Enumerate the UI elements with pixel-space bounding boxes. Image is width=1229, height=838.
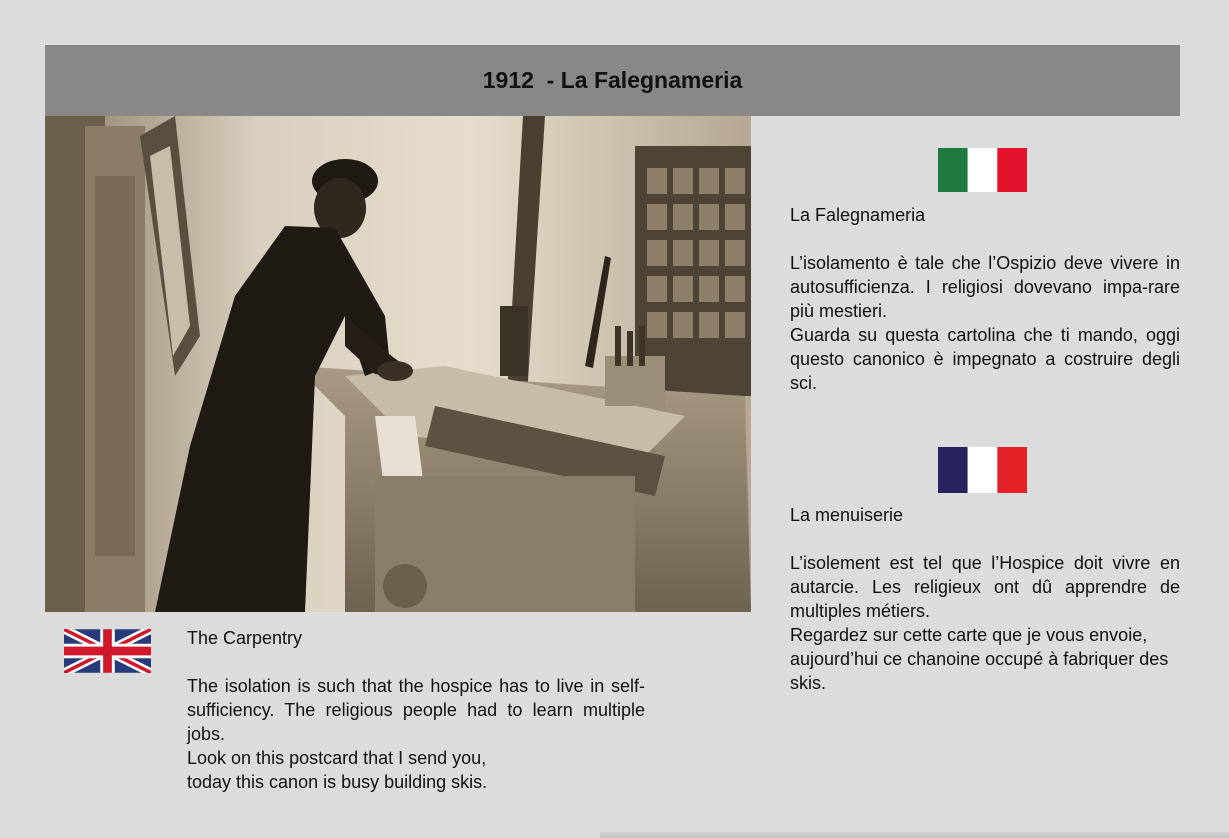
page-header: [45, 45, 1180, 116]
english-text: [187, 626, 645, 794]
page-title: 1912 - La Falegnameria: [482, 67, 743, 93]
english-body: The isolation is such that the hospice has to live in self-sufficiency. The religious people had to learn multiple jobs.: [187, 676, 645, 744]
italian-text: [790, 203, 1180, 395]
italian-line2: Guarda su questa cartolina che ti mando, oggi questo canonico è impegnato a costruire degli sci.: [790, 325, 1180, 393]
english-title: The Carpentry: [187, 628, 303, 648]
french-text: [790, 503, 1180, 695]
italian-body: L’isolamento è tale che l’Ospizio deve vivere in autosufficienza. I religiosi dovevano impa-rare più mestieri.: [790, 253, 1180, 321]
french-body: L’isolement est tel que l’Hospice doit vivre en autarcie. Les religieux ont dû apprendre de multiples métiers.: [790, 553, 1180, 621]
sepia-photo-icon: [45, 116, 751, 612]
english-line2: Look on this postcard that I send you,: [187, 748, 487, 768]
italian-title: La Falegnameria: [790, 205, 926, 225]
english-line3: today this canon is busy building skis.: [187, 772, 488, 792]
uk-flag-icon: [64, 629, 151, 673]
france-flag-icon: [938, 447, 1027, 493]
carpentry-photo: [45, 116, 751, 612]
italy-flag-icon: [938, 148, 1027, 192]
french-line2: Regardez sur cette carte que je vous envoie, aujourd’hui ce chanoine occupé à fabriquer des skis.: [790, 625, 1169, 693]
page-bottom-shadow: [600, 832, 1229, 838]
french-title: La menuiserie: [790, 505, 904, 525]
